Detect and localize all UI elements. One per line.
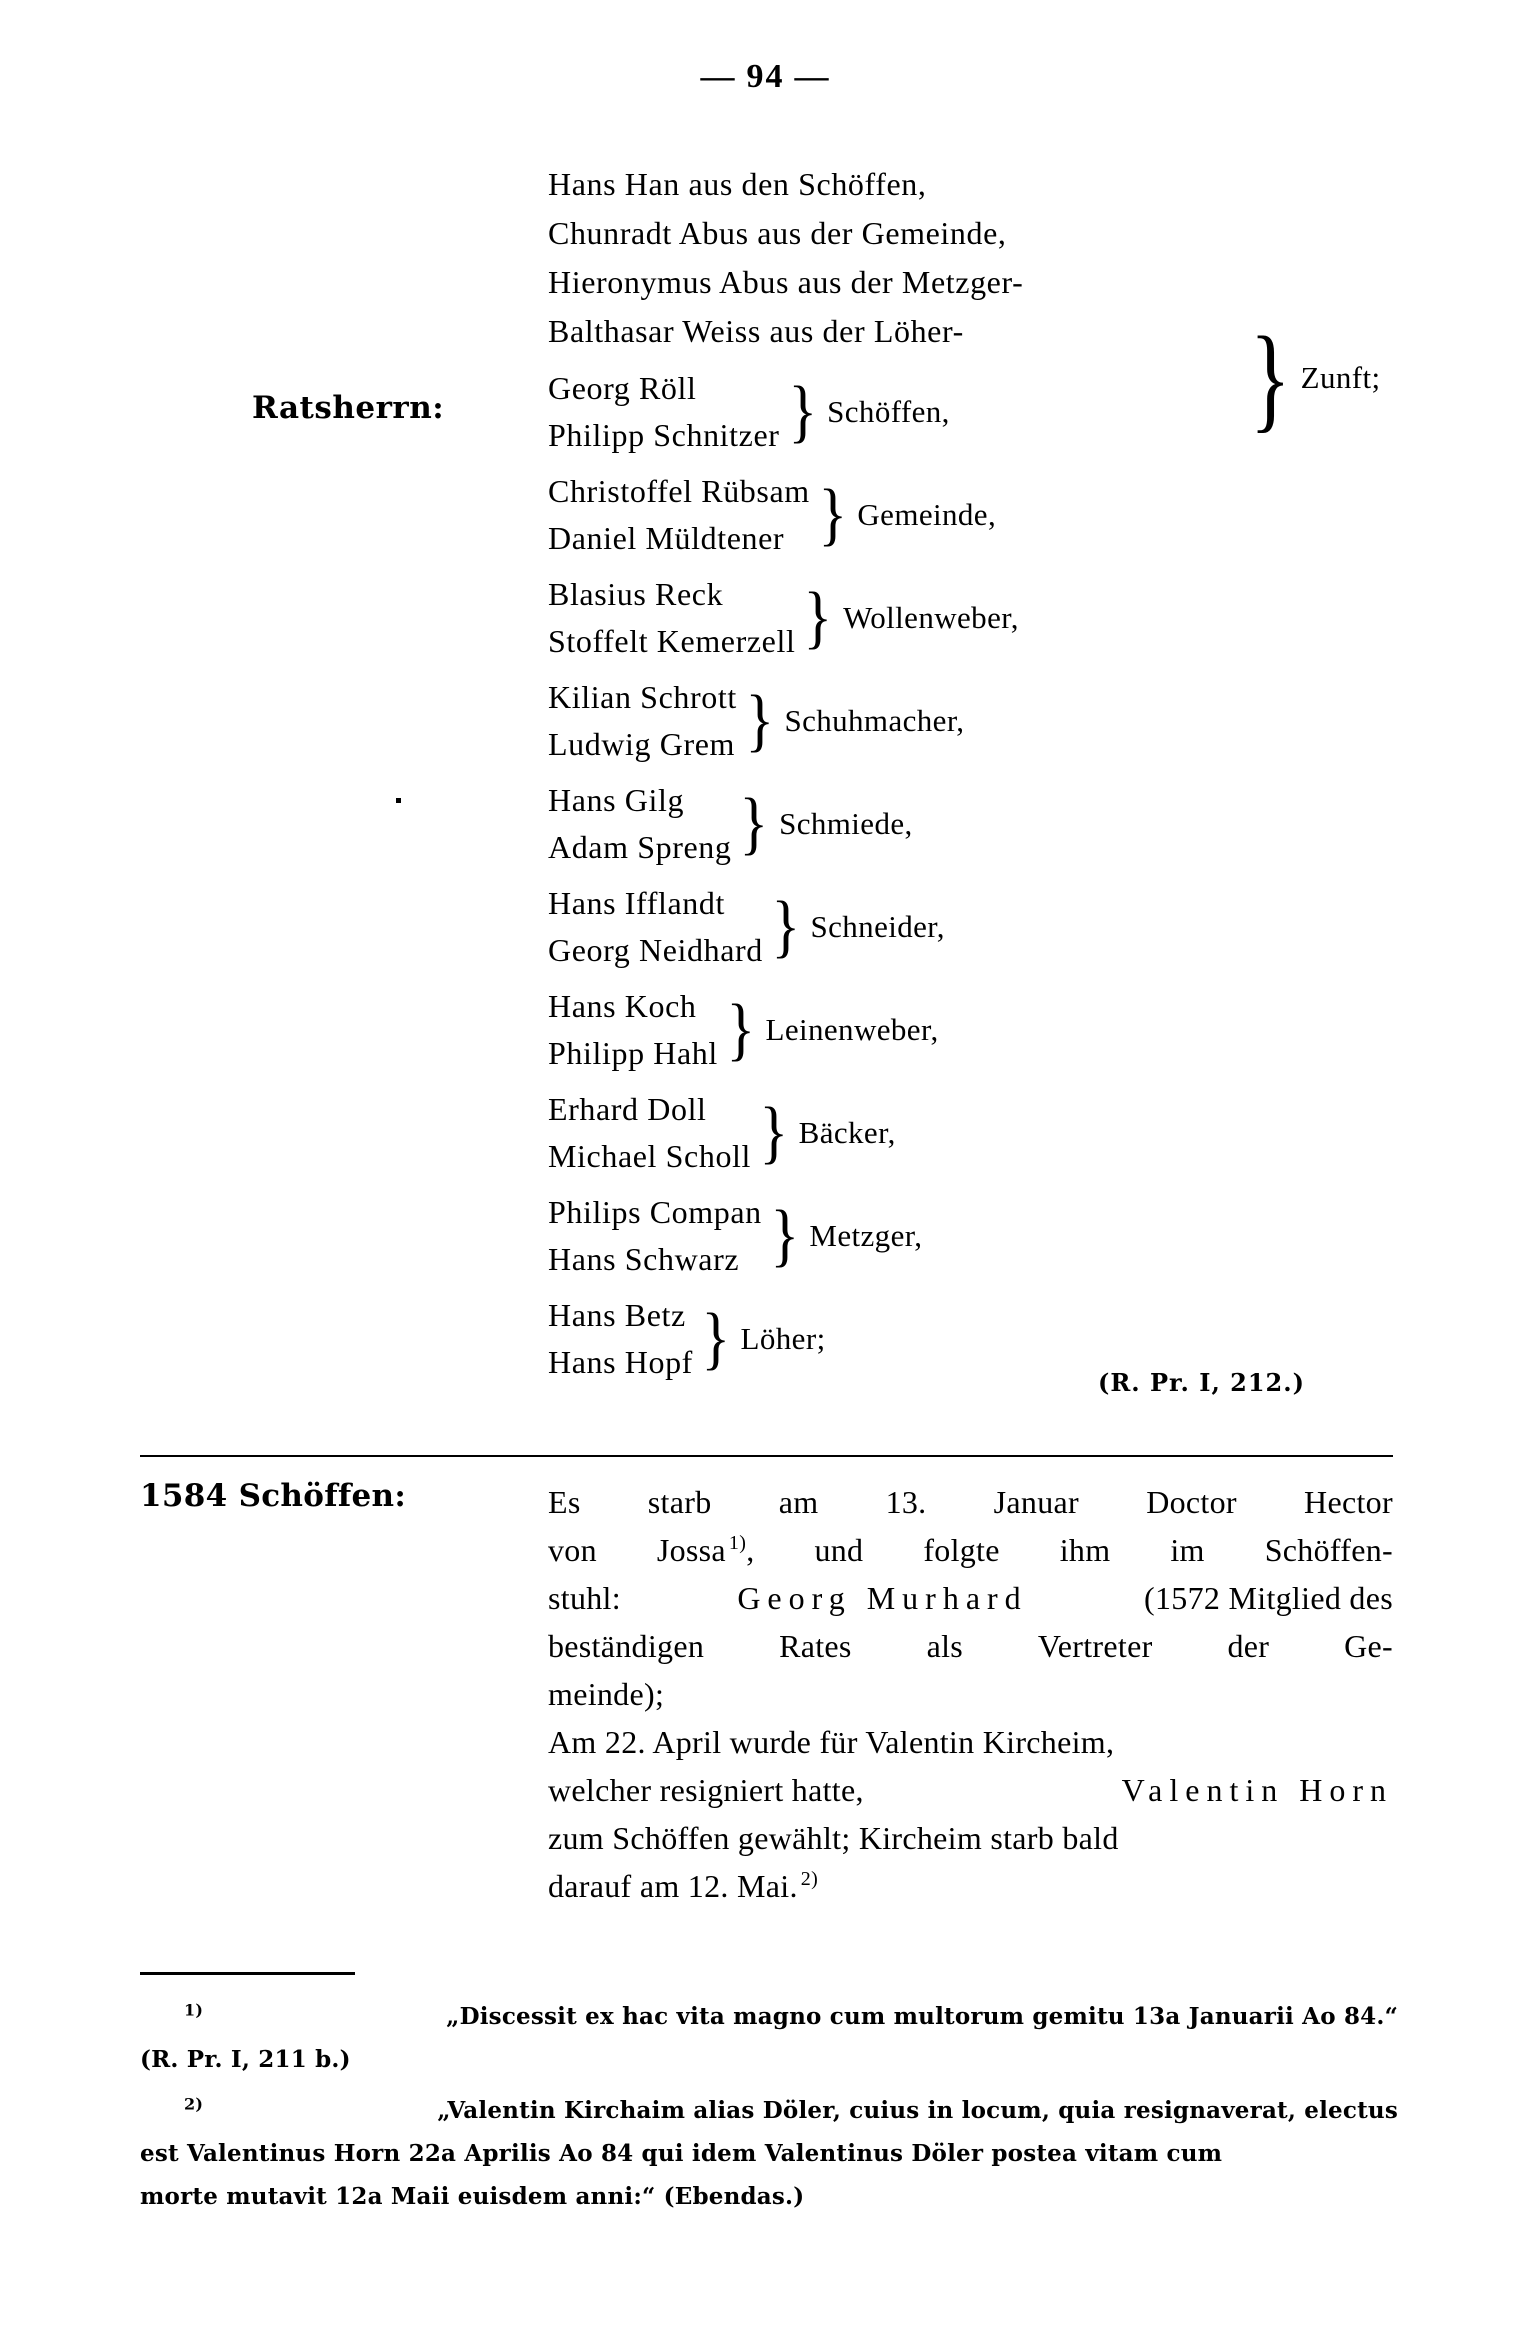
councillor-name: Philipp Schnitzer — [548, 417, 780, 453]
body-line — [548, 1478, 1393, 1526]
body-line — [548, 1862, 1393, 1910]
emphasized-name: Georg Murhard — [737, 1580, 1028, 1616]
trade-group-label: Schöffen, — [827, 394, 950, 429]
body-line — [548, 1574, 1393, 1622]
footnote-line: est Valentinus Horn 22a Aprilis Ao 84 qui idem Valentinus Döler postea vitam cum — [140, 2140, 1223, 2167]
body-line: zum Schöffen gewählt; Kircheim starb bald — [548, 1820, 1119, 1856]
curly-brace-icon: } — [1249, 312, 1291, 443]
word: Vertreter — [1037, 1628, 1153, 1664]
word: beständigen — [548, 1628, 705, 1664]
councillor-name: Georg Neidhard — [548, 932, 763, 968]
footnote-ref-2[interactable]: 2) — [800, 1868, 819, 1891]
word: Hector — [1304, 1484, 1393, 1520]
word: 13. — [885, 1484, 927, 1520]
trade-group-names — [548, 468, 810, 562]
trade-group-label: Gemeinde, — [857, 497, 997, 532]
word: Schöffen- — [1264, 1532, 1393, 1568]
councillor-name: Hans Gilg — [548, 782, 685, 818]
zunft-label: Zunft; — [1300, 360, 1381, 396]
source-citation: (R. Pr. I, 212.) — [1098, 1368, 1305, 1397]
zunft-brace-group — [1242, 312, 1381, 443]
trade-group-names — [548, 880, 763, 974]
councillor-name: Stoffelt Kemerzell — [548, 623, 796, 659]
folio-rule-right: — — [794, 58, 831, 95]
folio-rule-left: — — [700, 58, 737, 95]
councillor-name: Blasius Reck — [548, 576, 724, 612]
trade-group — [548, 674, 1448, 768]
trade-group-label: Schmiede, — [779, 806, 913, 841]
councillor-name: Michael Scholl — [548, 1138, 752, 1174]
footnote-marker: 2) — [184, 2094, 204, 2114]
councillor-name: Philips Compan — [548, 1194, 762, 1230]
curly-brace-icon: } — [770, 1197, 799, 1275]
word: und — [814, 1532, 864, 1568]
trade-group-names — [548, 571, 795, 665]
word: Es — [548, 1484, 581, 1520]
word: Jossa — [656, 1532, 726, 1568]
list-line: Hans Han aus den Schöffen, — [548, 166, 927, 202]
trade-group-label: Bäcker, — [798, 1115, 896, 1150]
footnote-marker: 1) — [184, 2000, 204, 2020]
curly-brace-icon: } — [745, 682, 774, 760]
word: Ge- — [1344, 1628, 1393, 1664]
word: Doctor — [1146, 1484, 1237, 1520]
curly-brace-icon: } — [726, 991, 755, 1069]
year-side-label: 1584 Schöffen: — [140, 1478, 407, 1514]
word: ihm — [1059, 1532, 1111, 1568]
trade-group — [548, 983, 1448, 1077]
councillor-name: Philipp Hahl — [548, 1035, 718, 1071]
word: darauf am 12. Mai. — [548, 1868, 798, 1904]
body-line: meinde); — [548, 1676, 665, 1712]
trade-group — [548, 1189, 1448, 1283]
footnote-item — [140, 2089, 1398, 2218]
trade-group-names — [548, 1086, 751, 1180]
curly-brace-icon: } — [771, 888, 800, 966]
trade-group-names — [548, 1189, 762, 1283]
body-line — [548, 1622, 1393, 1670]
word: stuhl: — [548, 1580, 621, 1616]
ratsherrn-side-label: Ratsherrn: — [252, 390, 445, 426]
councillor-name: Hans Schwarz — [548, 1241, 740, 1277]
ink-speck — [396, 798, 401, 803]
word: starb — [647, 1484, 712, 1520]
word: als — [926, 1628, 964, 1664]
councillor-name: Hans Betz — [548, 1297, 686, 1333]
trade-group-label: Löher; — [740, 1321, 826, 1356]
word: Rates — [779, 1628, 852, 1664]
word: von — [548, 1532, 597, 1568]
folio-number: 94 — [746, 58, 785, 95]
curly-brace-icon: } — [788, 373, 817, 451]
footnote-text: „Discessit ex hac vita magno cum multorum gemitu 13a Januarii Ao 84.“ — [446, 2003, 1398, 2030]
entry-divider — [140, 1455, 1393, 1457]
list-line: Chunradt Abus aus der Gemeinde, — [548, 215, 1007, 251]
page-folio — [0, 58, 1531, 96]
councillor-name: Hans Koch — [548, 988, 697, 1024]
word: (1572 Mitglied des — [1144, 1580, 1393, 1616]
councillor-name: Daniel Müldtener — [548, 520, 785, 556]
footnote-line — [140, 1995, 1398, 2038]
councillor-name: Hans Ifflandt — [548, 885, 725, 921]
footnote-lead — [140, 1995, 203, 2038]
curly-brace-icon: } — [803, 579, 833, 657]
trade-group — [548, 777, 1448, 871]
footnote-line — [140, 2089, 1398, 2132]
trade-group — [548, 571, 1448, 665]
list-line: Hieronymus Abus aus der Metzger- — [548, 264, 1024, 300]
footnote-text: „Valentin Kirchaim alias Döler, cuius in locum, quia resignaverat, electus — [437, 2097, 1398, 2124]
curly-brace-icon: } — [818, 476, 847, 554]
trade-group-names — [548, 777, 731, 871]
councillor-name: Georg Röll — [548, 370, 697, 406]
trade-group — [548, 1086, 1448, 1180]
word: folgte — [923, 1532, 1000, 1568]
councillor-name: Kilian Schrott — [548, 679, 737, 715]
list-line: Balthasar Weiss aus der Löher- — [548, 313, 964, 349]
word: am — [778, 1484, 819, 1520]
trade-group-label: Wollenweber, — [843, 600, 1019, 635]
footnote-ref-1[interactable]: 1) — [728, 1532, 747, 1555]
trade-group — [548, 1292, 1448, 1386]
body-line — [548, 1766, 1393, 1814]
entry-1584-body — [548, 1478, 1393, 1910]
trade-group-names — [548, 983, 718, 1077]
footnote-item — [140, 1995, 1398, 2081]
trade-group-label: Schneider, — [810, 909, 945, 944]
footnote-block — [140, 1995, 1398, 2226]
body-line: Am 22. April wurde für Valentin Kircheim, — [548, 1724, 1115, 1760]
footnote-lead — [140, 2089, 203, 2132]
curly-brace-icon: } — [701, 1300, 731, 1378]
trade-group-names — [548, 674, 737, 768]
councillor-name: Christoffel Rübsam — [548, 473, 810, 509]
word: welcher resigniert hatte, — [548, 1772, 864, 1808]
word: der — [1227, 1628, 1270, 1664]
trade-group — [548, 880, 1448, 974]
curly-brace-icon: } — [739, 785, 769, 863]
councillor-name: Adam Spreng — [548, 829, 732, 865]
trade-group-label: Schuhmacher, — [784, 703, 965, 738]
trade-group — [548, 468, 1448, 562]
trade-group-label: Metzger, — [809, 1218, 923, 1253]
body-line — [548, 1526, 1393, 1574]
curly-brace-icon: } — [759, 1094, 789, 1172]
councillor-name: Erhard Doll — [548, 1091, 707, 1127]
trade-group-names — [548, 365, 780, 459]
footnote-line: (R. Pr. I, 211 b.) — [140, 2046, 351, 2073]
trade-group-names — [548, 1292, 693, 1386]
councillor-name: Hans Hopf — [548, 1344, 693, 1380]
word: im — [1170, 1532, 1205, 1568]
word: Januar — [993, 1484, 1079, 1520]
emphasized-name: Valentin Horn — [1121, 1772, 1393, 1808]
word-with-footnote: Jossa $^{1)}$, — [656, 1532, 755, 1568]
footnote-separator-rule — [140, 1972, 355, 1975]
footnote-line: morte mutavit 12a Maii euisdem anni:“ (Ebendas.) — [140, 2183, 805, 2210]
councillor-name: Ludwig Grem — [548, 726, 736, 762]
trade-group-label: Leinenweber, — [765, 1012, 939, 1047]
